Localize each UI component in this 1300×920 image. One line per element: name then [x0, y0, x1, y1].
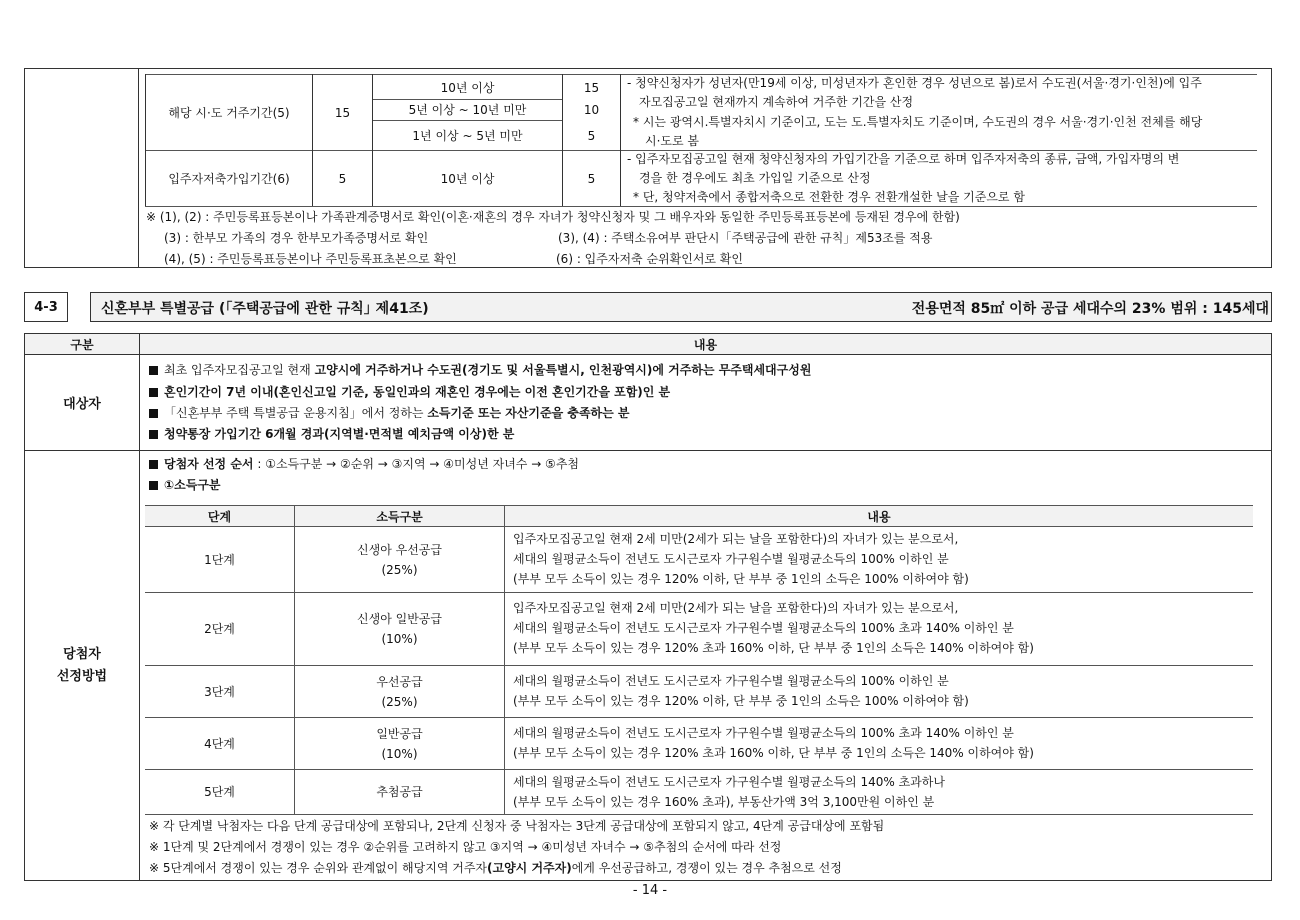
- eligibility-label: 대상자: [63, 397, 101, 412]
- eligibility-item: [149, 360, 811, 380]
- income-heading: [149, 475, 221, 495]
- footnote: (6) : 입주자저축 순위확인서로 확인: [556, 252, 743, 266]
- divider: [504, 505, 505, 814]
- eligibility-item-text: 최초 입주자모집공고일 현재: [164, 363, 315, 377]
- residence-period-option: 10년 이상: [440, 80, 495, 95]
- savings-note: * 단, 청약저축에서 종합저축으로 전환한 경우 전환개설한 날을 기준으로 함: [633, 190, 1025, 204]
- income-stage: 5단계: [204, 785, 235, 799]
- residence-note: 시·도로 봄: [645, 134, 699, 148]
- scoring-table-left-column: [24, 68, 139, 268]
- footnote: (3), (4) : 주택소유여부 판단시「주택공급에 관한 규칙」제53조를 적용: [558, 231, 933, 245]
- income-type-name: 우선공급: [376, 674, 423, 689]
- selection-order-bold: 당첨자 선정 순서: [164, 457, 254, 471]
- savings-note: 경을 한 경우에도 최초 가입일 기준으로 산정: [639, 171, 871, 185]
- selection-order: [149, 454, 579, 474]
- income-type-share: (10%): [381, 632, 418, 646]
- footnote: (3) : 한부모 가족의 경우 한부모가족증명서로 확인: [164, 231, 429, 245]
- selection-note: ※ 1단계 및 2단계에서 경쟁이 있는 경우 ②순위를 고려하지 않고 ③지역 → ④미성년 자녀수 → ⑤추첨의 순서에 따라 선정: [149, 840, 782, 854]
- divider: [24, 450, 1272, 451]
- income-stage: 1단계: [204, 552, 235, 567]
- residence-score: 15: [583, 80, 600, 95]
- eligibility-item: [149, 382, 670, 402]
- footnote: ※ (1), (2) : 주민등록표등본이나 가족관계증명서로 확인(이혼·재혼의 경우 자녀가 청약신청자 및 그 배우자와 동일한 주민등록표등본에 등재된 경우에 한함): [146, 210, 960, 224]
- income-header-stage: 단계: [207, 509, 232, 524]
- selection-note-bold: (고양시 거주자): [487, 861, 572, 875]
- eligibility-item: [149, 403, 630, 423]
- eligibility-item-bold: 소득기준 또는 자산기준을 충족하는 분: [427, 406, 630, 420]
- residence-note: - 청약신청자가 성년자(만19세 이상, 미성년자가 혼인한 경우 성년으로 봄)로서 수도권(서울·경기·인천)에 입주: [627, 76, 1202, 90]
- income-stage: 3단계: [204, 684, 235, 699]
- selection-method-label: [25, 451, 139, 881]
- savings-score: 5: [587, 171, 596, 186]
- footnote: (4), (5) : 주민등록표등본이나 주민등록표초본으로 확인: [164, 252, 457, 266]
- income-type: [295, 718, 504, 769]
- page-number: - 14 -: [632, 882, 668, 898]
- income-type-share: (25%): [381, 694, 418, 709]
- selection-method-label-line: 선정방법: [56, 669, 108, 684]
- income-header-type: 소득구분: [376, 509, 423, 524]
- header-content: 내용: [693, 337, 718, 352]
- income-type-name: 일반공급: [376, 726, 423, 741]
- savings-period-label: 입주자저축가입기간(6): [168, 171, 290, 186]
- eligibility-item: [149, 424, 514, 444]
- income-content-line: 입주자모집공고일 현재 2세 미만(2세가 되는 날을 포함한다)의 자녀가 있는 분으로서,: [513, 601, 959, 615]
- section-title: 신혼부부 특별공급 (｢주택공급에 관한 규칙｣ 제41조): [101, 301, 429, 317]
- bullet-icon: [149, 430, 158, 439]
- income-type-share: (10%): [381, 746, 418, 761]
- income-stage: 2단계: [204, 622, 235, 636]
- income-type: [295, 527, 504, 592]
- residence-score: 5: [587, 128, 596, 143]
- divider: [620, 74, 621, 206]
- eligibility-item-bold: 청약통장 가입기간 6개월 경과(지역별·면적별 예치금액 이상)한 분: [164, 427, 515, 441]
- income-content-line: 세대의 월평균소득이 전년도 도시근로자 가구원수별 월평균소득의 140% 초과하나: [513, 775, 945, 789]
- residence-score: 10: [583, 103, 600, 117]
- income-type-name: 신생아 일반공급: [357, 612, 442, 626]
- income-content-line: 세대의 월평균소득이 전년도 도시근로자 가구원수별 월평균소득의 100% 초과 140% 이하인 분: [513, 621, 1014, 635]
- bullet-icon: [149, 409, 158, 418]
- income-content-line: (부부 모두 소득이 있는 경우 120% 이하, 단 부부 중 1인의 소득은 100% 이하여야 함): [513, 572, 969, 586]
- income-content-line: (부부 모두 소득이 있는 경우 120% 초과 160% 이하, 단 부부 중 1인의 소득은 140% 이하여야 함): [513, 641, 1034, 655]
- eligibility-item-text: 「신혼부부 주택 특별공급 운용지침」에서 정하는: [164, 406, 428, 420]
- residence-note: * 시는 광역시.특별자치시 기준이고, 도는 도.특별자치도 기준이며, 수도권의 경우 서울·경기·인천 전체를 해당: [633, 115, 1203, 129]
- header-category: 구분: [70, 337, 94, 352]
- residence-max-points: 15: [334, 105, 351, 120]
- income-content-line: 입주자모집공고일 현재 2세 미만(2세가 되는 날을 포함한다)의 자녀가 있는 분으로서,: [513, 532, 959, 546]
- section-title-bar: [90, 292, 1272, 322]
- eligibility-item-bold: 혼인기간이 7년 이내(혼인신고일 기준, 동일인과의 재혼인 경우에는 이전 혼인기간을 포함)인 분: [164, 385, 671, 399]
- residence-period-option: 5년 이상 ~ 10년 미만: [408, 103, 527, 117]
- bullet-icon: [149, 388, 158, 397]
- income-type: [295, 593, 504, 665]
- income-content-line: (부부 모두 소득이 있는 경우 120% 이하, 단 부부 중 1인의 소득은 100% 이하여야 함): [513, 694, 969, 708]
- income-content-line: 세대의 월평균소득이 전년도 도시근로자 가구원수별 월평균소득의 100% 초과 140% 이하인 분: [513, 726, 1014, 740]
- residence-period-label: 해당 시·도 거주기간(5): [168, 105, 290, 120]
- selection-note: ※ 각 단계별 낙첨자는 다음 단계 공급대상에 포함되나, 2단계 신청자 중 낙첨자는 3단계 공급대상에 포함되지 않고, 4단계 공급대상에 포함됨: [149, 819, 885, 833]
- selection-method-label-line: 당첨자: [63, 647, 101, 662]
- selection-note-text: 에게 우선공급하고, 경쟁이 있는 경우 추첨으로 선정: [571, 861, 842, 875]
- income-heading-text: ①소득구분: [164, 478, 221, 492]
- eligibility-item-bold: 고양시에 거주하거나 수도권(경기도 및 서울특별시, 인천광역시)에 거주하는 무주택세대구성원: [314, 363, 812, 377]
- selection-note: [149, 858, 842, 878]
- income-content-line: 세대의 월평균소득이 전년도 도시근로자 가구원수별 월평균소득의 100% 이하인 분: [513, 552, 949, 566]
- income-type-share: (25%): [381, 562, 418, 577]
- income-header-content: 내용: [867, 509, 891, 524]
- residence-period-option: 1년 이상 ~ 5년 미만: [412, 128, 523, 143]
- income-content-line: (부부 모두 소득이 있는 경우 160% 초과), 부동산가액 3억 3,100만원 이하인 분: [513, 795, 935, 809]
- income-type-name: 신생아 우선공급: [357, 542, 442, 557]
- income-content-line: 세대의 월평균소득이 전년도 도시근로자 가구원수별 월평균소득의 100% 이하인 분: [513, 674, 949, 688]
- section-number: 4-3: [24, 292, 68, 322]
- income-type: [295, 770, 504, 814]
- bullet-icon: [149, 481, 158, 490]
- income-type-name: 추첨공급: [376, 785, 423, 799]
- selection-note-text: ※ 5단계에서 경쟁이 있는 경우 순위와 관계없이 해당지역 거주자: [149, 861, 488, 875]
- residence-note: 자모집공고일 현재까지 계속하여 거주한 기간을 산정: [639, 95, 914, 109]
- divider: [24, 354, 1272, 355]
- selection-order-text: : ①소득구분 → ②순위 → ③지역 → ④미성년 자녀수 → ⑤추첨: [253, 457, 579, 471]
- divider: [139, 333, 140, 881]
- income-stage: 4단계: [204, 736, 235, 751]
- section-summary: 전용면적 85㎡ 이하 공급 세대수의 23% 범위 : 145세대: [911, 301, 1269, 317]
- bullet-icon: [149, 460, 158, 469]
- savings-note: - 입주자모집공고일 현재 청약신청자의 가입기간을 기준으로 하며 입주자저축의 종류, 금액, 가입자명의 변: [627, 152, 1180, 166]
- savings-period-option: 10년 이상: [440, 171, 495, 186]
- income-content-line: (부부 모두 소득이 있는 경우 120% 초과 160% 이하, 단 부부 중 1인의 소득은 140% 이하여야 함): [513, 746, 1034, 760]
- divider: [145, 814, 1253, 815]
- bullet-icon: [149, 366, 158, 375]
- savings-max-points: 5: [338, 171, 347, 186]
- income-type: [295, 666, 504, 717]
